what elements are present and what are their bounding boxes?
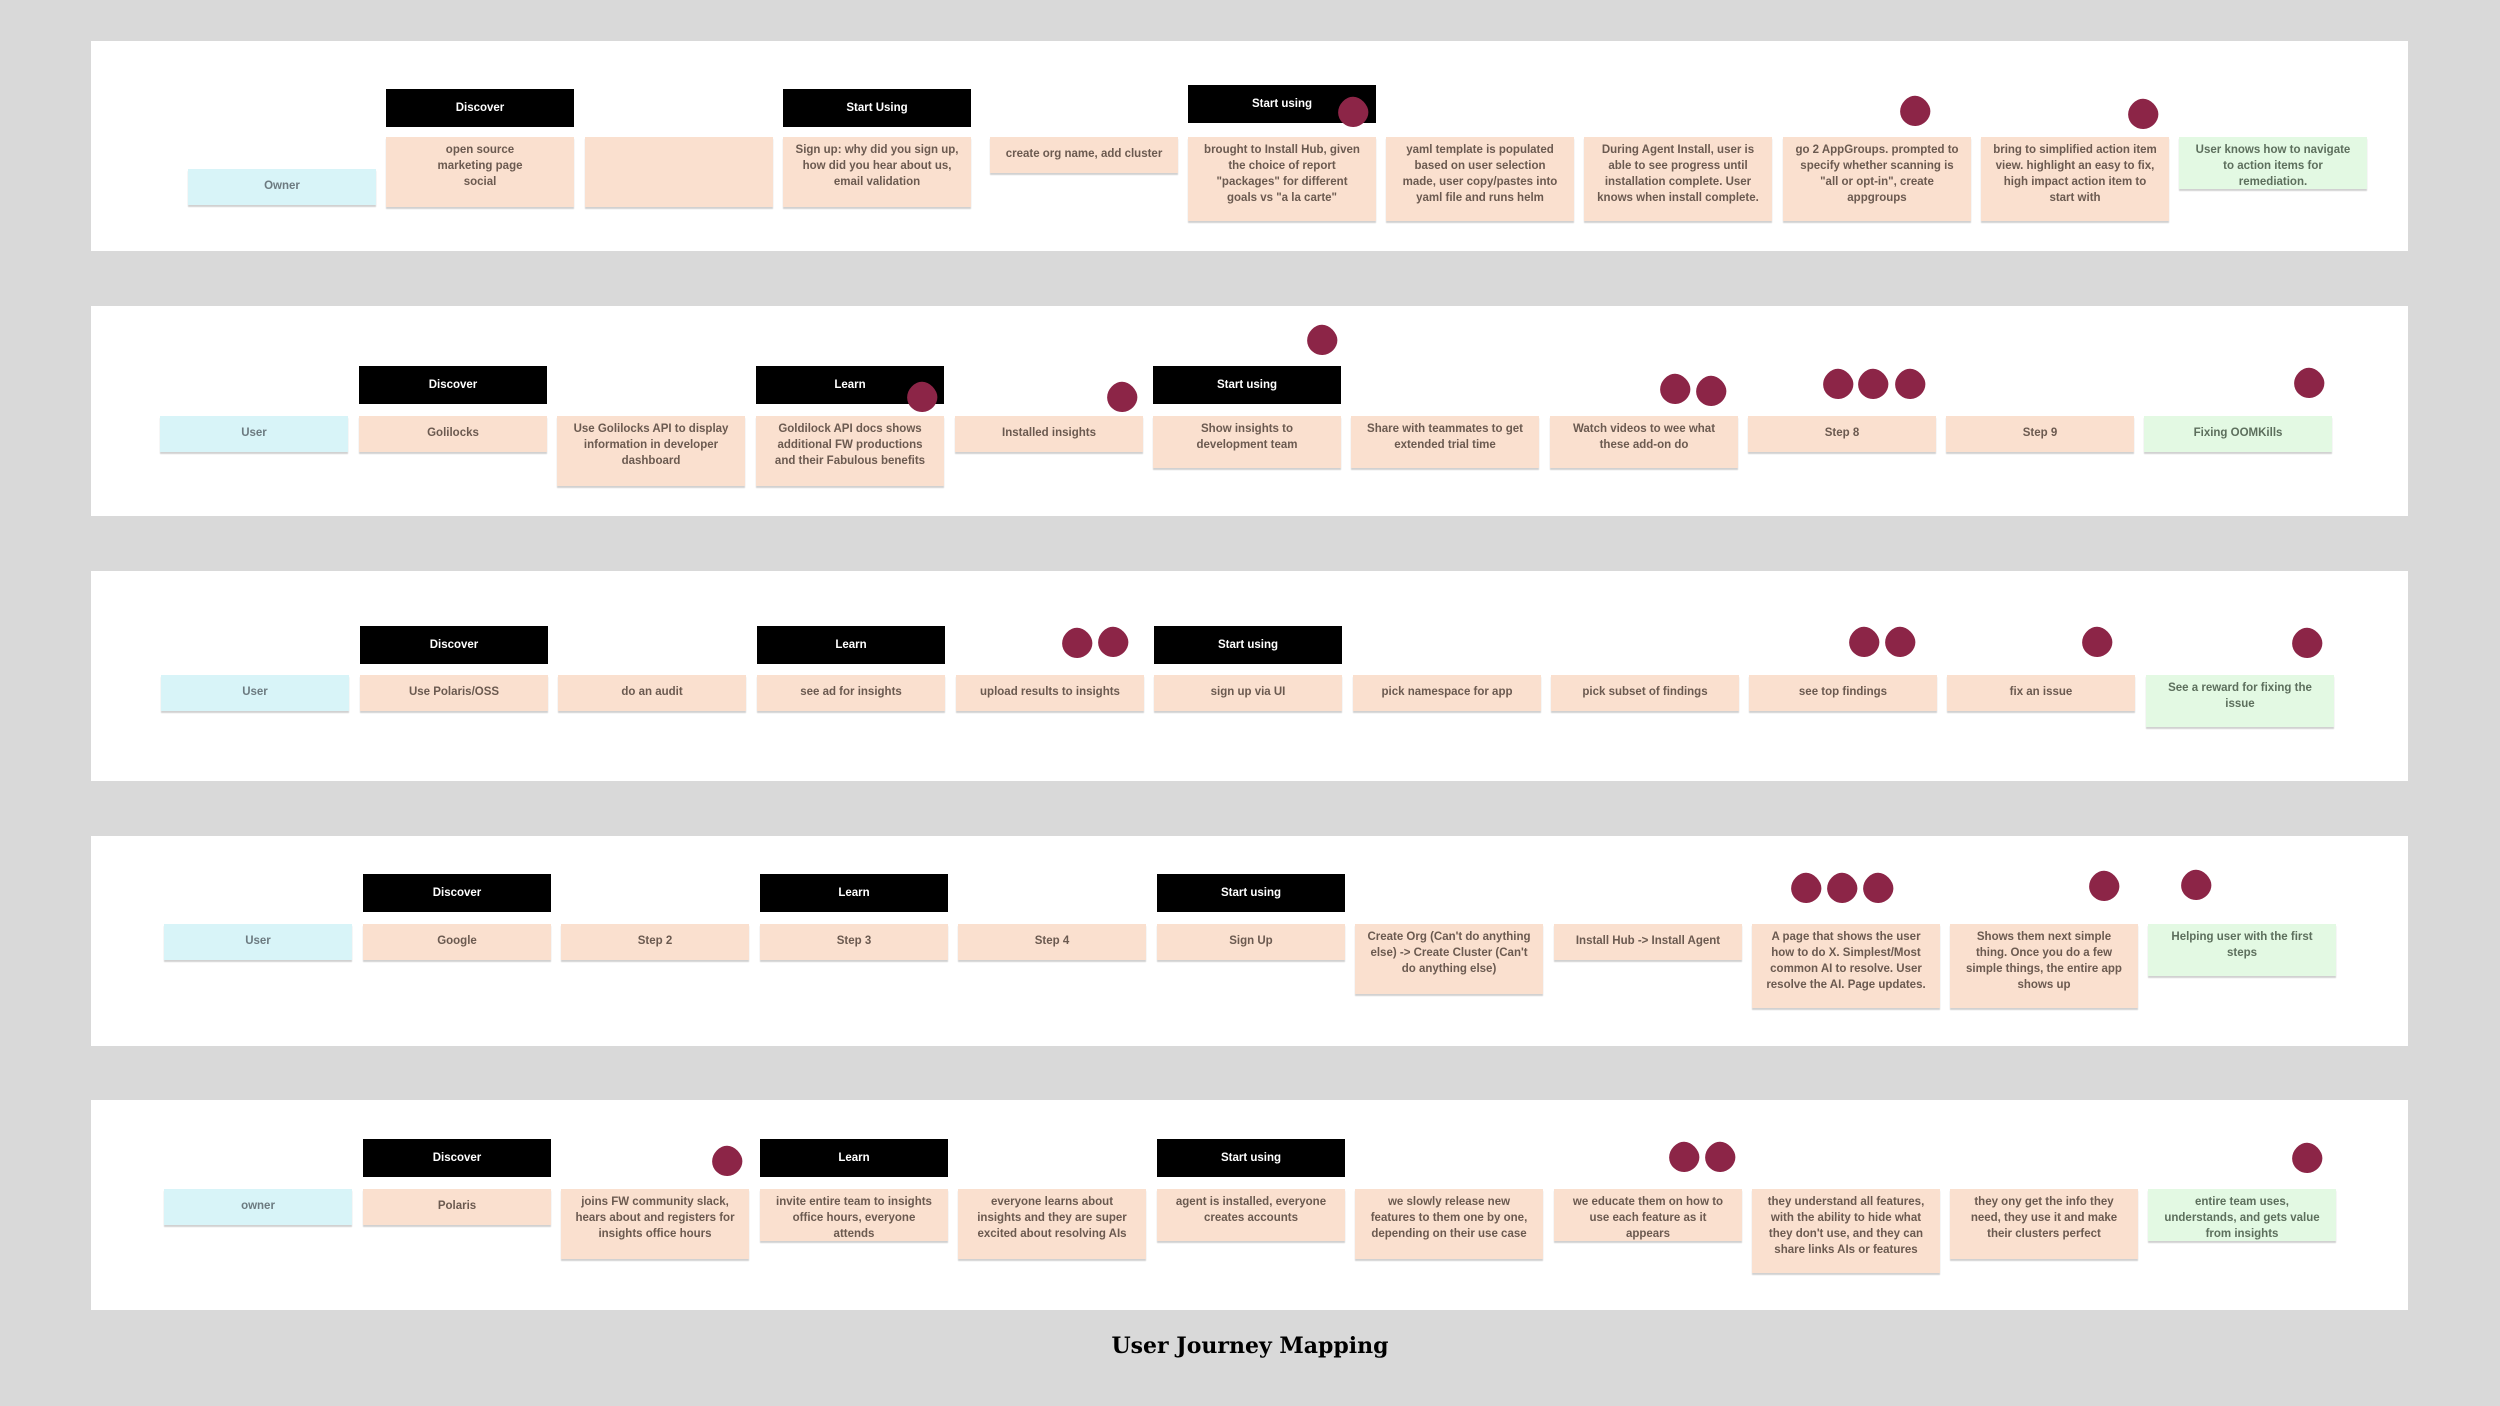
step-sticky[interactable]: Polaris bbox=[363, 1189, 551, 1225]
outcome-sticky[interactable]: User knows how to navigate to action items for remediation. bbox=[2179, 137, 2367, 189]
persona-sticky[interactable]: User bbox=[164, 924, 352, 960]
step-sticky[interactable]: Install Hub -> Install Agent bbox=[1554, 924, 1742, 960]
step-sticky[interactable]: yaml template is populated based on user selection made, user copy/pastes into yaml file and runs helm bbox=[1386, 137, 1574, 221]
phase-header-learn[interactable]: Learn bbox=[757, 626, 945, 664]
step-sticky[interactable]: invite entire team to insights office hours, everyone attends bbox=[760, 1189, 948, 1241]
step-sticky[interactable]: pick subset of findings bbox=[1551, 675, 1739, 711]
outcome-sticky[interactable]: Helping user with the first steps bbox=[2148, 924, 2336, 976]
step-sticky[interactable] bbox=[585, 137, 773, 207]
outcome-sticky[interactable]: Fixing OOMKills bbox=[2144, 416, 2332, 452]
step-sticky[interactable]: sign up via UI bbox=[1154, 675, 1342, 711]
step-sticky[interactable]: upload results to insights bbox=[956, 675, 1144, 711]
journey-row-4 bbox=[91, 836, 2408, 1046]
step-sticky[interactable]: Sign Up bbox=[1157, 924, 1345, 960]
step-sticky[interactable]: do an audit bbox=[558, 675, 746, 711]
journey-row-1 bbox=[91, 41, 2408, 251]
step-sticky[interactable]: we educate them on how to use each feature as it appears bbox=[1554, 1189, 1742, 1241]
phase-header-discover[interactable]: Discover bbox=[363, 874, 551, 912]
outcome-sticky[interactable]: entire team uses, understands, and gets value from insights bbox=[2148, 1189, 2336, 1241]
board-title: User Journey Mapping bbox=[1111, 1333, 1389, 1359]
journey-row-2 bbox=[91, 306, 2408, 516]
step-sticky[interactable]: see ad for insights bbox=[757, 675, 945, 711]
step-sticky[interactable]: fix an issue bbox=[1947, 675, 2135, 711]
step-sticky[interactable]: Installed insights bbox=[955, 416, 1143, 452]
step-sticky[interactable]: Use Golilocks API to display information in developer dashboard bbox=[557, 416, 745, 486]
journey-row-3 bbox=[91, 571, 2408, 781]
phase-header-discover[interactable]: Discover bbox=[359, 366, 547, 404]
persona-sticky[interactable]: User bbox=[160, 416, 348, 452]
step-sticky[interactable]: Goldilock API docs shows additional FW productions and their Fabulous benefits bbox=[756, 416, 944, 486]
step-sticky[interactable]: Golilocks bbox=[359, 416, 547, 452]
step-sticky[interactable]: Google bbox=[363, 924, 551, 960]
step-sticky[interactable]: Step 3 bbox=[760, 924, 948, 960]
step-sticky[interactable]: A page that shows the user how to do X. Simplest/Most common AI to resolve. User resolve the AI. Page updates. bbox=[1752, 924, 1940, 1008]
phase-header-learn[interactable]: Learn bbox=[760, 874, 948, 912]
step-sticky[interactable]: Sign up: why did you sign up, how did you hear about us, email validation bbox=[783, 137, 971, 207]
phase-header-start-using[interactable]: Start Using bbox=[783, 89, 971, 127]
step-sticky[interactable]: open source marketing page social bbox=[386, 137, 574, 207]
step-sticky[interactable]: create org name, add cluster bbox=[990, 137, 1178, 173]
phase-header-start-using[interactable]: Start using bbox=[1157, 874, 1345, 912]
step-sticky[interactable]: they understand all features, with the ability to hide what they don't use, and they can share links AIs or features bbox=[1752, 1189, 1940, 1273]
step-sticky[interactable]: we slowly release new features to them one by one, depending on their use case bbox=[1355, 1189, 1543, 1259]
step-sticky[interactable]: Share with teammates to get extended trial time bbox=[1351, 416, 1539, 468]
persona-sticky[interactable]: Owner bbox=[188, 169, 376, 205]
step-sticky[interactable]: joins FW community slack, hears about and registers for insights office hours bbox=[561, 1189, 749, 1259]
step-sticky[interactable]: Watch videos to wee what these add-on do bbox=[1550, 416, 1738, 468]
step-sticky[interactable]: Shows them next simple thing. Once you do a few simple things, the entire app shows up bbox=[1950, 924, 2138, 1008]
step-sticky[interactable]: Create Org (Can't do anything else) -> Create Cluster (Can't do anything else) bbox=[1355, 924, 1543, 994]
step-sticky[interactable]: During Agent Install, user is able to see progress until installation complete. User knows when install complete. bbox=[1584, 137, 1772, 221]
step-sticky[interactable]: Show insights to development team bbox=[1153, 416, 1341, 468]
step-sticky[interactable]: go 2 AppGroups. prompted to specify whether scanning is "all or opt-in", create appgroups bbox=[1783, 137, 1971, 221]
phase-header-learn[interactable]: Learn bbox=[756, 366, 944, 404]
phase-header-start-using[interactable]: Start using bbox=[1153, 366, 1341, 404]
persona-sticky[interactable]: owner bbox=[164, 1189, 352, 1225]
phase-header-discover[interactable]: Discover bbox=[363, 1139, 551, 1177]
step-sticky[interactable]: see top findings bbox=[1749, 675, 1937, 711]
persona-sticky[interactable]: User bbox=[161, 675, 349, 711]
step-sticky[interactable]: they ony get the info they need, they use it and make their clusters perfect bbox=[1950, 1189, 2138, 1259]
journey-row-5 bbox=[91, 1100, 2408, 1310]
phase-header-start-using[interactable]: Start using bbox=[1188, 85, 1376, 123]
step-sticky[interactable]: Use Polaris/OSS bbox=[360, 675, 548, 711]
outcome-sticky[interactable]: See a reward for fixing the issue bbox=[2146, 675, 2334, 727]
step-sticky[interactable]: Step 9 bbox=[1946, 416, 2134, 452]
step-sticky[interactable]: agent is installed, everyone creates accounts bbox=[1157, 1189, 1345, 1241]
step-sticky[interactable]: brought to Install Hub, given the choice of report "packages" for different goals vs "a la carte" bbox=[1188, 137, 1376, 221]
step-sticky[interactable]: Step 4 bbox=[958, 924, 1146, 960]
phase-header-discover[interactable]: Discover bbox=[386, 89, 574, 127]
step-sticky[interactable]: everyone learns about insights and they are super excited about resolving AIs bbox=[958, 1189, 1146, 1259]
step-sticky[interactable]: Step 2 bbox=[561, 924, 749, 960]
phase-header-discover[interactable]: Discover bbox=[360, 626, 548, 664]
phase-header-learn[interactable]: Learn bbox=[760, 1139, 948, 1177]
step-sticky[interactable]: pick namespace for app bbox=[1353, 675, 1541, 711]
phase-header-start-using[interactable]: Start using bbox=[1154, 626, 1342, 664]
step-sticky[interactable]: bring to simplified action item view. highlight an easy to fix, high impact action item to start with bbox=[1981, 137, 2169, 221]
step-sticky[interactable]: Step 8 bbox=[1748, 416, 1936, 452]
phase-header-start-using[interactable]: Start using bbox=[1157, 1139, 1345, 1177]
